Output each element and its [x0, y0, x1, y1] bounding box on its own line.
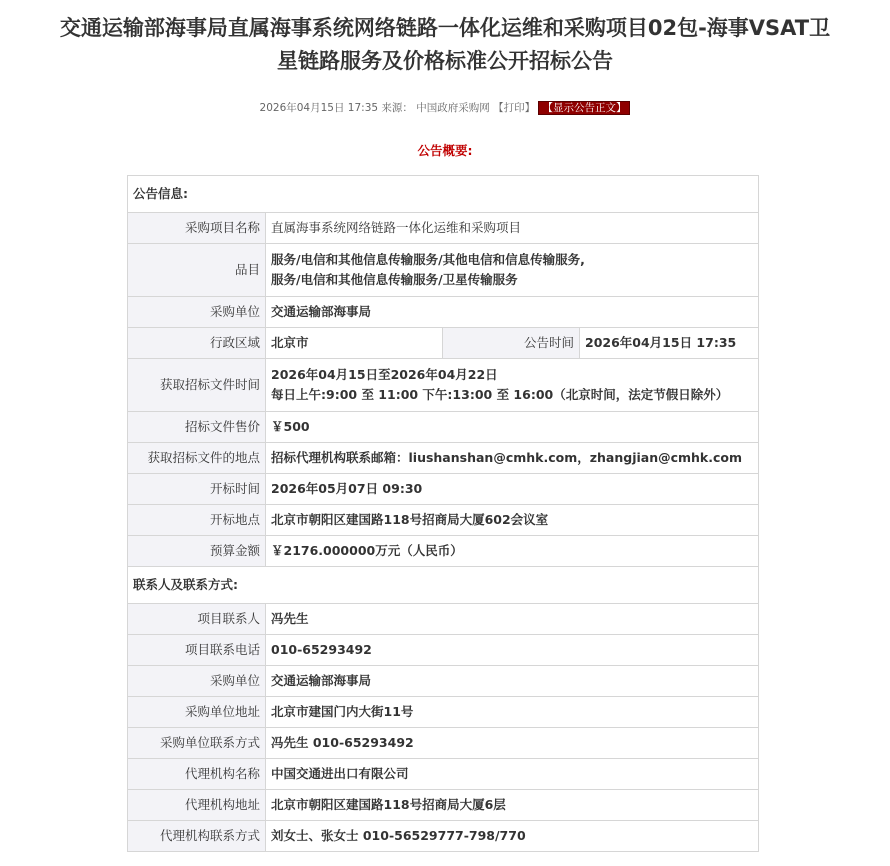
page-title [0, 12, 890, 78]
row-label: 项目联系人 [128, 604, 266, 635]
source-name: 中国政府采购网 [416, 102, 490, 114]
purchaser-address-value: 北京市建国门内大街11号 [266, 697, 759, 728]
section-info-heading: 公告信息: [128, 176, 759, 213]
agency-name-value: 中国交通进出口有限公司 [266, 759, 759, 790]
category-line-2: 服务/电信和其他信息传输服务/卫星传输服务 [271, 272, 518, 287]
row-label: 预算金额 [128, 536, 266, 567]
contact-phone-value: 010-65293492 [266, 635, 759, 666]
source-label: 来源： [381, 102, 413, 114]
agency-contact-value: 刘女士、张女士 010-56529777-798/770 [266, 821, 759, 852]
project-name-value: 直属海事系统网络链路一体化运维和采购项目 [266, 213, 759, 244]
purchaser2-value: 交通运输部海事局 [266, 666, 759, 697]
row-label: 开标地点 [128, 505, 266, 536]
row-label: 获取招标文件时间 [128, 359, 266, 412]
purchaser-value: 交通运输部海事局 [266, 297, 759, 328]
row-label: 代理机构地址 [128, 790, 266, 821]
section-contacts-heading: 联系人及联系方式: [128, 567, 759, 604]
region-value: 北京市 [266, 328, 443, 359]
row-label: 招标文件售价 [128, 412, 266, 443]
title-line-1: 交通运输部海事局直属海事系统网络链路一体化运维和采购项目02包-海事VSAT卫 [59, 16, 831, 40]
doc-place-value: 招标代理机构联系邮箱：liushanshan@cmhk.com，zhangjian@cmhk.com [266, 443, 759, 474]
purchaser-contact-value: 冯先生 010-65293492 [266, 728, 759, 759]
row-label: 采购单位 [128, 297, 266, 328]
title-line-2: 星链路服务及价格标准公开招标公告 [277, 49, 613, 73]
row-label: 行政区域 [128, 328, 266, 359]
row-label: 采购单位地址 [128, 697, 266, 728]
doc-time-value [266, 359, 759, 412]
doc-time-line-1: 2026年04月15日至2026年04月22日 [271, 367, 498, 382]
publish-datetime: 2026年04月15日 17:35 [259, 102, 379, 114]
category-line-1: 服务/电信和其他信息传输服务/其他电信和信息传输服务, [271, 252, 585, 267]
row-label: 项目联系电话 [128, 635, 266, 666]
row-label: 采购单位联系方式 [128, 728, 266, 759]
row-label: 获取招标文件的地点 [128, 443, 266, 474]
doc-price-value: ￥500 [266, 412, 759, 443]
budget-value: ￥2176.000000万元（人民币） [266, 536, 759, 567]
agency-address-value: 北京市朝阳区建国路118号招商局大厦6层 [266, 790, 759, 821]
announcement-table [127, 175, 759, 852]
summary-heading: 公告概要: [417, 143, 473, 158]
open-place-value: 北京市朝阳区建国路118号招商局大厦602会议室 [266, 505, 759, 536]
row-label: 开标时间 [128, 474, 266, 505]
open-time-value: 2026年05月07日 09:30 [266, 474, 759, 505]
announce-time-value: 2026年04月15日 17:35 [580, 328, 759, 359]
row-label: 品目 [128, 244, 266, 297]
row-label: 代理机构联系方式 [128, 821, 266, 852]
category-value [266, 244, 759, 297]
row-label: 采购项目名称 [128, 213, 266, 244]
row-label: 代理机构名称 [128, 759, 266, 790]
meta-line [0, 99, 890, 117]
row-label: 公告时间 [443, 328, 580, 359]
row-label: 采购单位 [128, 666, 266, 697]
show-full-text-button[interactable]: 【显示公告正文】 [538, 101, 630, 115]
doc-time-line-2: 每日上午:9:00 至 11:00 下午:13:00 至 16:00（北京时间，法定节假日除外） [271, 387, 729, 402]
print-link[interactable]: 【打印】 [493, 102, 536, 114]
contact-person-value: 冯先生 [266, 604, 759, 635]
